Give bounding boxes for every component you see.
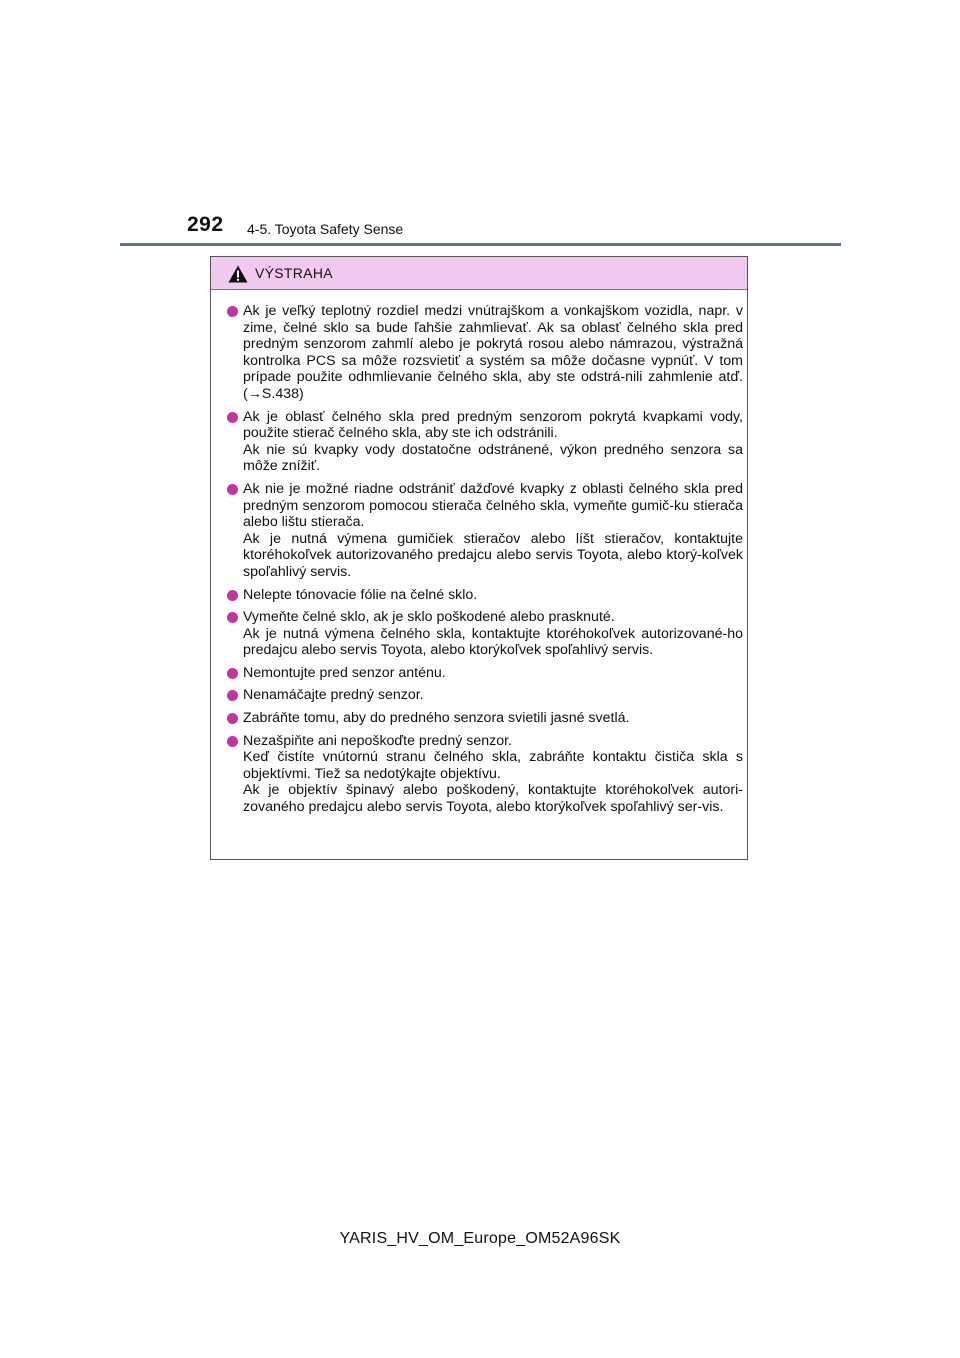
warning-paragraph: Vymeňte čelné sklo, ak je sklo poškodené alebo prasknuté.: [243, 609, 615, 626]
section-title: 4-5. Toyota Safety Sense: [247, 221, 404, 237]
bullet-icon: [227, 736, 238, 747]
warning-paragraph: Ak je veľký teplotný rozdiel medzi vnútrajškom a vonkajškom vozidla, napr. v zime, čelné sklo sa bude ľahšie zahmlievať. Ak sa oblasť čelného skla pred predným senzorom zahmlí alebo je pokrytá rosou alebo námrazou, výstražná kontrolka PCS sa môže rozsvietiť a systém sa môže dočasne vypnúť. V tom prípade použite odhmlievanie čelného skla, aby ste odstrá-nili zahmlenie atď. (→S.438): [243, 303, 743, 402]
warning-paragraph: Nenamáčajte predný senzor.: [243, 687, 424, 704]
warning-item-text: [243, 733, 743, 816]
warning-item-text: [243, 409, 743, 475]
warning-paragraph: Ak nie je možné riadne odstrániť dažďové kvapky z oblasti čelného skla pred predným senzorom pomocou stierača čelného skla, vymeňte gumič-ku stierača alebo lištu stierača.: [243, 480, 743, 531]
warning-paragraph: Ak je nutná výmena gumičiek stieračov alebo líšt stieračov, kontaktujte ktoréhokoľvek autorizovaného predajcu alebo servis Toyota, alebo ktorý-koľvek spoľahlivý servis.: [243, 530, 743, 580]
warning-paragraph: Nezašpiňte ani nepoškoďte predný senzor.: [243, 732, 512, 749]
bullet-icon: [227, 412, 238, 423]
warning-list-item: [227, 710, 743, 727]
warning-paragraph: Nemontujte pred senzor anténu.: [243, 664, 446, 681]
warning-paragraph: Ak nie sú kvapky vody dostatočne odstránené, výkon predného senzora sa môže znížiť.: [243, 441, 743, 475]
warning-paragraph: Nelepte tónovacie fólie na čelné sklo.: [243, 586, 478, 603]
warning-list-item: [227, 587, 743, 604]
warning-list-item: [227, 409, 743, 475]
warning-list-item: [227, 481, 743, 581]
warning-list: [227, 303, 743, 822]
page-number: 292: [187, 213, 224, 236]
warning-item-text: [243, 587, 743, 604]
header-rule: [120, 243, 841, 246]
warning-header: [211, 257, 747, 290]
bullet-icon: [227, 590, 238, 601]
warning-list-item: [227, 609, 743, 659]
warning-label: VÝSTRAHA: [255, 265, 333, 281]
warning-list-item: [227, 733, 743, 816]
warning-item-text: [243, 665, 743, 682]
bullet-icon: [227, 306, 238, 317]
warning-paragraph: Ak je nutná výmena čelného skla, kontaktujte ktoréhokoľvek autorizované-ho predajcu alebo servis Toyota, alebo ktorýkoľvek spoľahlivý servis.: [243, 625, 743, 659]
warning-item-text: [243, 303, 743, 403]
warning-box: [210, 256, 748, 860]
bullet-icon: [227, 713, 238, 724]
warning-list-item: [227, 303, 743, 403]
warning-list-item: [227, 687, 743, 704]
warning-paragraph: Zabráňte tomu, aby do predného senzora svietili jasné svetlá.: [243, 710, 630, 727]
warning-paragraph: Ak je oblasť čelného skla pred predným senzorom pokrytá kvapkami vody, použite stierač čelného skla, aby ste ich odstránili.: [243, 408, 743, 442]
warning-item-text: [243, 710, 743, 727]
footer-doc-code: YARIS_HV_OM_Europe_OM52A96SK: [339, 1230, 621, 1247]
bullet-icon: [227, 668, 238, 679]
warning-list-item: [227, 665, 743, 682]
warning-item-text: [243, 609, 743, 659]
warning-item-text: [243, 481, 743, 581]
warning-paragraph: Keď čistíte vnútornú stranu čelného skla, zabráňte kontaktu čističa skla s objektívmi. Tiež sa nedotýkajte objektívu.: [243, 749, 743, 782]
warning-item-text: [243, 687, 743, 704]
bullet-icon: [227, 484, 238, 495]
bullet-icon: [227, 612, 238, 623]
warning-triangle-icon: [228, 265, 248, 283]
bullet-icon: [227, 690, 238, 701]
warning-paragraph: Ak je objektív špinavý alebo poškodený, kontaktujte ktoréhokoľvek autori-zovaného predajcu alebo servis Toyota, alebo ktorýkoľvek spoľahlivý ser-vis.: [243, 782, 743, 816]
